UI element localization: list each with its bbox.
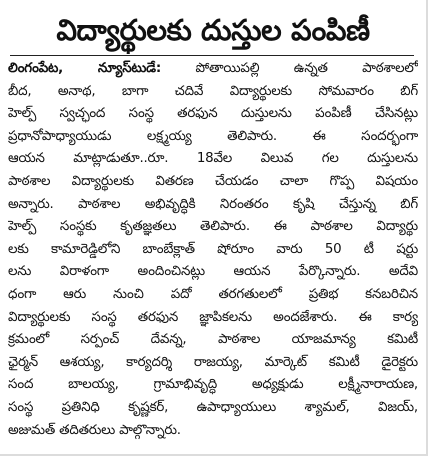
article-line: ఛైర్మన్ ఆశయ్య, కార్యదర్శి రాజయ్య, మార్కెట్ కమిటీ డైరెక్టరు bbox=[8, 354, 418, 370]
article-line: లను విరాళంగా అందించినట్లు ఆయన పేర్కొన్నారు. అదేవి bbox=[8, 264, 418, 280]
article-line: సంద బాలయ్య, గ్రామాభివృద్ధి అధ్యక్షుడు లక్ష్మీనారాయణ, bbox=[8, 377, 418, 393]
article-line: హెల్ప్ స్వచ్ఛంద సంస్థ తరఫున దుస్తులను పంపిణీ చేసినట్లు bbox=[8, 106, 418, 122]
headline-divider bbox=[10, 55, 414, 56]
article-line: విద్యార్థులకు సంస్థ తరఫున జ్ఞాపికలను అందజేశారు. ఈ కార్య bbox=[8, 309, 418, 325]
article-line: క్రమంలో సర్పంచ్ దేవన్న, పాఠశాల యాజమాన్య కమిటీ bbox=[8, 332, 418, 348]
article-line: హెల్ప్ సంస్థకు కృతజ్ఞతలు తెలిపారు. ఈ పాఠశాల విద్యార్థు bbox=[8, 219, 418, 235]
dateline: లింగంపేట, న్యూస్‌టుడే: bbox=[8, 61, 162, 76]
clipping-edge-bottom bbox=[0, 454, 428, 456]
article-body bbox=[8, 58, 418, 442]
article-line: ఆయన మాట్లాడుతూ..రూ. 18వేల విలువ గల దుస్తులను bbox=[8, 151, 418, 167]
article-line: ప్రధానోపాధ్యాయుడు లక్ష్మయ్య తెలిపారు. ఈ సందర్భంగా bbox=[8, 128, 418, 144]
article-line: లకు కామారెడ్డిలోని బాంబేక్లాత్ షోరూం వారు 50 టీ షర్టు bbox=[8, 241, 418, 257]
article-line: సంస్థ ప్రతినిధి కృష్ణకర్, ఉపాధ్యాయులు శ్యామల్, విజయ్, bbox=[8, 399, 418, 415]
article-line: లింగంపేట, న్యూస్‌టుడే: పోతాయిపల్లి ఉన్నత పాఠశాలలో bbox=[8, 61, 418, 76]
clipping-edge-right bbox=[426, 0, 428, 454]
article-line: ధంగా ఆరు నుంచి పదో తరగతులలో ప్రతిభ కనబరిచిన bbox=[8, 286, 418, 302]
article-line: బీద, అనాథ, బాగా చదివే విద్యార్థులకు సోమవారం బిగ్ bbox=[8, 83, 418, 99]
article-line: అజుమత్ తదితరులు పాల్గొన్నారు. bbox=[8, 422, 181, 438]
article-line: పాఠశాల విద్యార్థులకు వితరణ చేయడం చాలా గొప్ప విషయం bbox=[8, 173, 418, 189]
headline: విద్యార్థులకు దుస్తుల పంపిణీ bbox=[56, 13, 370, 47]
article-line: అన్నారు. పాఠశాల అభివృద్ధికి నిరంతరం కృషి చేస్తున్న బిగ్ bbox=[8, 196, 418, 212]
